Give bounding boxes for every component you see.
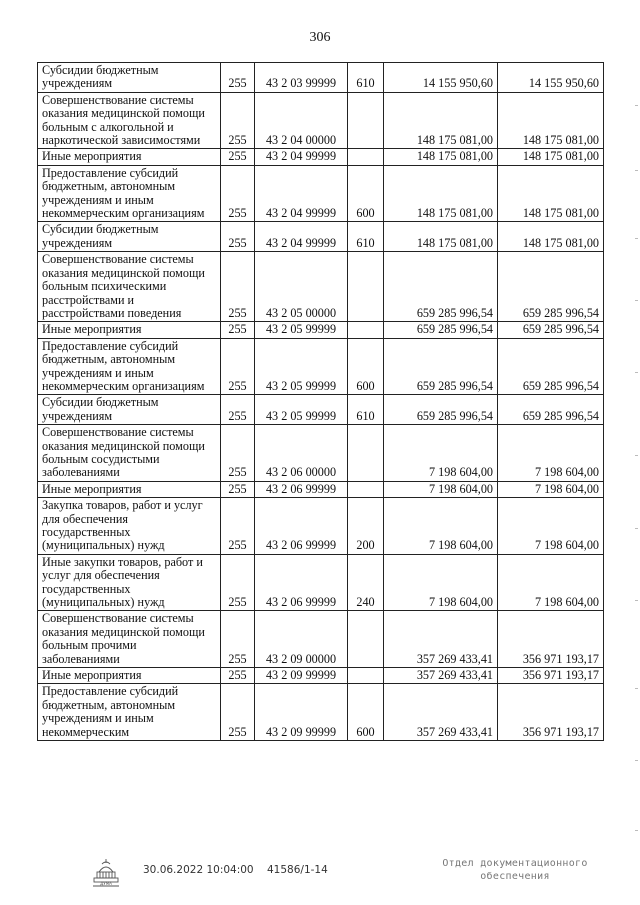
row-code-cell: 43 2 06 99999 xyxy=(255,498,348,555)
row-name-cell: Предоставление субсидий бюджетным, автономным учреждениям и иным некоммерческим организациям xyxy=(38,338,221,395)
row-code-cell: 43 2 06 99999 xyxy=(255,481,348,497)
row-vr-cell: 600 xyxy=(348,684,384,741)
budget-table-body xyxy=(38,63,604,741)
row-code-cell: 43 2 06 99999 xyxy=(255,554,348,611)
row-ved-cell: 255 xyxy=(221,498,255,555)
page-number: 306 xyxy=(309,30,331,45)
row-sum2-cell: 7 198 604,00 xyxy=(498,481,604,497)
row-sum2-cell: 148 175 081,00 xyxy=(498,149,604,165)
row-ved-cell: 255 xyxy=(221,252,255,322)
row-code-cell: 43 2 09 99999 xyxy=(255,684,348,741)
row-name-cell: Закупка товаров, работ и услуг для обеспечения государственных (муниципальных) нужд xyxy=(38,498,221,555)
row-vr-cell: 200 xyxy=(348,498,384,555)
row-vr-cell xyxy=(348,425,384,482)
row-vr-cell: 600 xyxy=(348,338,384,395)
row-sum1-cell: 7 198 604,00 xyxy=(384,481,498,497)
row-name-cell: Совершенствование системы оказания медицинской помощи больным прочими заболеваниями xyxy=(38,611,221,668)
table-row xyxy=(38,395,604,425)
page-footer xyxy=(0,856,640,905)
row-sum2-cell: 356 971 193,17 xyxy=(498,611,604,668)
row-sum2-cell: 659 285 996,54 xyxy=(498,395,604,425)
row-name-cell: Предоставление субсидий бюджетным, автономным учреждениям и иным некоммерческим xyxy=(38,684,221,741)
row-name-cell: Иные мероприятия xyxy=(38,149,221,165)
row-code-cell: 43 2 03 99999 xyxy=(255,63,348,93)
table-row xyxy=(38,481,604,497)
row-sum2-cell: 14 155 950,60 xyxy=(498,63,604,93)
row-name-cell: Иные закупки товаров, работ и услуг для обеспечения государственных (муниципальных) нужд xyxy=(38,554,221,611)
row-code-cell: 43 2 04 99999 xyxy=(255,165,348,222)
row-vr-cell: 600 xyxy=(348,165,384,222)
row-vr-cell xyxy=(348,611,384,668)
row-vr-cell xyxy=(348,322,384,338)
row-sum1-cell: 148 175 081,00 xyxy=(384,222,498,252)
row-name-cell: Субсидии бюджетным учреждениям xyxy=(38,63,221,93)
row-name-cell: Иные мероприятия xyxy=(38,322,221,338)
row-sum1-cell: 659 285 996,54 xyxy=(384,322,498,338)
row-vr-cell: 240 xyxy=(348,554,384,611)
row-name-cell: Иные мероприятия xyxy=(38,481,221,497)
row-sum1-cell: 357 269 433,41 xyxy=(384,668,498,684)
row-name-cell: Субсидии бюджетным учреждениям xyxy=(38,222,221,252)
row-sum2-cell: 356 971 193,17 xyxy=(498,668,604,684)
row-ved-cell: 255 xyxy=(221,222,255,252)
svg-text:ДУМА: ДУМА xyxy=(100,881,112,886)
row-sum1-cell: 7 198 604,00 xyxy=(384,498,498,555)
table-row xyxy=(38,668,604,684)
row-ved-cell: 255 xyxy=(221,165,255,222)
table-row xyxy=(38,252,604,322)
row-vr-cell: 610 xyxy=(348,395,384,425)
row-sum2-cell: 148 175 081,00 xyxy=(498,92,604,149)
row-code-cell: 43 2 04 99999 xyxy=(255,222,348,252)
row-code-cell: 43 2 05 99999 xyxy=(255,322,348,338)
row-sum1-cell: 357 269 433,41 xyxy=(384,684,498,741)
row-ved-cell: 255 xyxy=(221,425,255,482)
table-row xyxy=(38,684,604,741)
registration-number: 41586/1-14 xyxy=(267,864,328,876)
row-name-cell: Предоставление субсидий бюджетным, автономным учреждениям и иным некоммерческим организациям xyxy=(38,165,221,222)
row-sum1-cell: 148 175 081,00 xyxy=(384,149,498,165)
row-sum1-cell: 659 285 996,54 xyxy=(384,338,498,395)
row-ved-cell: 255 xyxy=(221,668,255,684)
row-code-cell: 43 2 04 00000 xyxy=(255,92,348,149)
row-code-cell: 43 2 05 99999 xyxy=(255,338,348,395)
budget-table xyxy=(37,62,604,741)
row-ved-cell: 255 xyxy=(221,149,255,165)
row-code-cell: 43 2 05 99999 xyxy=(255,395,348,425)
row-code-cell: 43 2 06 00000 xyxy=(255,425,348,482)
row-code-cell: 43 2 09 99999 xyxy=(255,668,348,684)
row-sum2-cell: 148 175 081,00 xyxy=(498,165,604,222)
table-row xyxy=(38,63,604,93)
table-row xyxy=(38,92,604,149)
row-vr-cell: 610 xyxy=(348,63,384,93)
table-row xyxy=(38,425,604,482)
table-row xyxy=(38,554,604,611)
row-sum1-cell: 7 198 604,00 xyxy=(384,425,498,482)
registration-date: 30.06.2022 10:04:00 xyxy=(143,864,254,876)
row-vr-cell xyxy=(348,92,384,149)
row-vr-cell xyxy=(348,252,384,322)
row-name-cell: Совершенствование системы оказания медицинской помощи больным с алкогольной и наркотической зависимостями xyxy=(38,92,221,149)
row-ved-cell: 255 xyxy=(221,338,255,395)
row-sum2-cell: 659 285 996,54 xyxy=(498,252,604,322)
table-row xyxy=(38,149,604,165)
row-vr-cell: 610 xyxy=(348,222,384,252)
scan-margin-marks xyxy=(634,0,638,905)
row-sum2-cell: 7 198 604,00 xyxy=(498,498,604,555)
row-name-cell: Субсидии бюджетным учреждениям xyxy=(38,395,221,425)
department-stamp-line2: обеспечения xyxy=(480,871,550,882)
duma-logo-icon xyxy=(90,856,122,890)
row-code-cell: 43 2 09 00000 xyxy=(255,611,348,668)
table-row xyxy=(38,338,604,395)
table-row xyxy=(38,322,604,338)
row-vr-cell xyxy=(348,149,384,165)
table-row xyxy=(38,222,604,252)
row-ved-cell: 255 xyxy=(221,611,255,668)
department-stamp-line1: Отдел документационного xyxy=(442,858,588,869)
row-name-cell: Совершенствование системы оказания медицинской помощи больным сосудистыми заболеваниями xyxy=(38,425,221,482)
row-ved-cell: 255 xyxy=(221,322,255,338)
row-ved-cell: 255 xyxy=(221,395,255,425)
row-sum1-cell: 659 285 996,54 xyxy=(384,395,498,425)
row-vr-cell xyxy=(348,668,384,684)
row-sum1-cell: 14 155 950,60 xyxy=(384,63,498,93)
table-row xyxy=(38,611,604,668)
row-sum2-cell: 356 971 193,17 xyxy=(498,684,604,741)
row-code-cell: 43 2 04 99999 xyxy=(255,149,348,165)
row-sum1-cell: 659 285 996,54 xyxy=(384,252,498,322)
row-ved-cell: 255 xyxy=(221,63,255,93)
row-sum1-cell: 148 175 081,00 xyxy=(384,165,498,222)
row-sum2-cell: 659 285 996,54 xyxy=(498,322,604,338)
department-stamp xyxy=(430,857,600,883)
row-name-cell: Иные мероприятия xyxy=(38,668,221,684)
row-sum1-cell: 357 269 433,41 xyxy=(384,611,498,668)
row-sum1-cell: 7 198 604,00 xyxy=(384,554,498,611)
row-ved-cell: 255 xyxy=(221,684,255,741)
row-sum2-cell: 659 285 996,54 xyxy=(498,338,604,395)
row-sum2-cell: 7 198 604,00 xyxy=(498,554,604,611)
row-sum1-cell: 148 175 081,00 xyxy=(384,92,498,149)
row-vr-cell xyxy=(348,481,384,497)
row-sum2-cell: 7 198 604,00 xyxy=(498,425,604,482)
table-row xyxy=(38,165,604,222)
row-ved-cell: 255 xyxy=(221,92,255,149)
row-name-cell: Совершенствование системы оказания медицинской помощи больным психическими расстройствами и расстройствами поведения xyxy=(38,252,221,322)
row-ved-cell: 255 xyxy=(221,481,255,497)
row-ved-cell: 255 xyxy=(221,554,255,611)
table-row xyxy=(38,498,604,555)
row-sum2-cell: 148 175 081,00 xyxy=(498,222,604,252)
row-code-cell: 43 2 05 00000 xyxy=(255,252,348,322)
